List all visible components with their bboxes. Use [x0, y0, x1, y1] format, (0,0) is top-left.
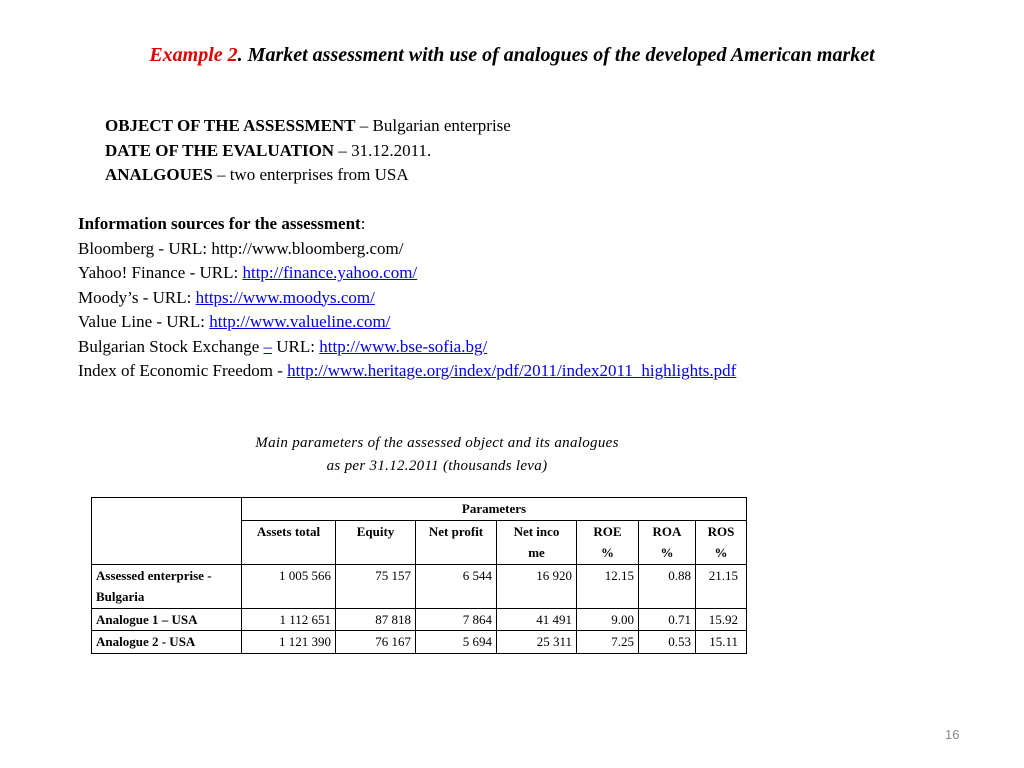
row-label: Analogue 1 – USA — [92, 608, 242, 631]
table-cell: 0.71 — [639, 608, 696, 631]
table-cell: 41 491 — [497, 608, 577, 631]
table-cell: 1 005 566 — [242, 564, 336, 608]
information-sources — [78, 212, 736, 384]
column-header: Net profit — [416, 520, 497, 564]
column-header: ROS % — [696, 520, 747, 564]
parameters-table — [91, 497, 747, 654]
column-header: Assets total — [242, 520, 336, 564]
slide-title — [0, 44, 1024, 67]
bse-sofia-link[interactable]: http://www.bse-sofia.bg/ — [319, 336, 488, 356]
object-value: – Bulgarian enterprise — [355, 116, 511, 135]
caption-line-1: Main parameters of the assessed object and its analogues — [255, 435, 619, 451]
table-cell: 87 818 — [336, 608, 416, 631]
date-line — [105, 139, 511, 164]
table-group-header-row — [92, 498, 747, 521]
date-label: DATE OF THE EVALUATION — [105, 140, 335, 160]
analogues-label: ANALGOUES — [105, 165, 213, 184]
column-header: Equity — [336, 520, 416, 564]
table-cell: 0.53 — [639, 631, 696, 654]
source-moodys: Moody’s - URL: https://www.moodys.com/ — [78, 287, 375, 307]
source-yahoo-finance: Yahoo! Finance - URL: http://finance.yahoo.com/ — [78, 263, 418, 282]
table-row — [92, 608, 747, 631]
table-cell: 15.11 — [696, 631, 747, 654]
table-cell: 12.15 — [577, 564, 639, 608]
source-economic-freedom-index: Index of Economic Freedom - http://www.heritage.org/index/pdf/2011/index2011_highlights.pdf — [78, 361, 737, 380]
analogues-value: – two enterprises from USA — [212, 165, 409, 184]
object-line — [105, 114, 511, 139]
bse-dash-link[interactable]: – — [263, 336, 273, 356]
table-cell: 1 121 390 — [242, 631, 336, 654]
table-cell: 25 311 — [497, 631, 577, 654]
table-corner-cell — [92, 498, 242, 565]
source-value-line: Value Line - URL: http://www.valueline.com/ — [78, 312, 391, 331]
date-value: – 31.12.2011. — [334, 140, 432, 160]
sources-heading: Information sources for the assessment: — [78, 214, 366, 233]
row-label: Analogue 2 - USA — [92, 631, 242, 654]
table-cell: 16 920 — [497, 564, 577, 608]
table-cell: 1 112 651 — [242, 608, 336, 631]
table-cell: 76 167 — [336, 631, 416, 654]
object-label: OBJECT OF THE ASSESSMENT — [105, 116, 356, 135]
page-number: 16 — [945, 727, 960, 742]
table-cell: 75 157 — [336, 564, 416, 608]
moodys-link[interactable]: https://www.moodys.com/ — [195, 287, 375, 307]
table-cell: 9.00 — [577, 608, 639, 631]
table-cell: 21.15 — [696, 564, 747, 608]
parameters-header: Parameters — [242, 498, 747, 521]
table-caption — [212, 432, 662, 478]
table-cell: 5 694 — [416, 631, 497, 654]
column-header: ROA % — [639, 520, 696, 564]
source-bulgarian-stock-exchange: Bulgarian Stock Exchange – URL: http://www.bse-sofia.bg/ — [78, 336, 488, 356]
analogues-line — [105, 163, 511, 188]
table-cell: 6 544 — [416, 564, 497, 608]
yahoo-finance-link[interactable]: http://finance.yahoo.com/ — [242, 263, 418, 282]
table-row — [92, 564, 747, 608]
table-cell: 7.25 — [577, 631, 639, 654]
heritage-link[interactable]: http://www.heritage.org/index/pdf/2011/index2011_highlights.pdf — [287, 361, 737, 380]
table-row — [92, 631, 747, 654]
column-header: ROE % — [577, 520, 639, 564]
caption-line-2: as per 31.12.2011 (thousands leva) — [326, 458, 548, 474]
table-cell: 0.88 — [639, 564, 696, 608]
row-label: Assessed enterprise - Bulgaria — [92, 564, 242, 608]
table-cell: 15.92 — [696, 608, 747, 631]
value-line-link[interactable]: http://www.valueline.com/ — [209, 312, 391, 331]
title-text: . Market assessment with use of analogues of the developed American market — [237, 44, 875, 66]
column-header: Net income — [497, 520, 577, 564]
assessment-object-block — [105, 114, 511, 188]
table-cell: 7 864 — [416, 608, 497, 631]
title-example-label: Example 2 — [149, 44, 238, 66]
source-bloomberg: Bloomberg - URL: http://www.bloomberg.com/ — [78, 238, 404, 258]
